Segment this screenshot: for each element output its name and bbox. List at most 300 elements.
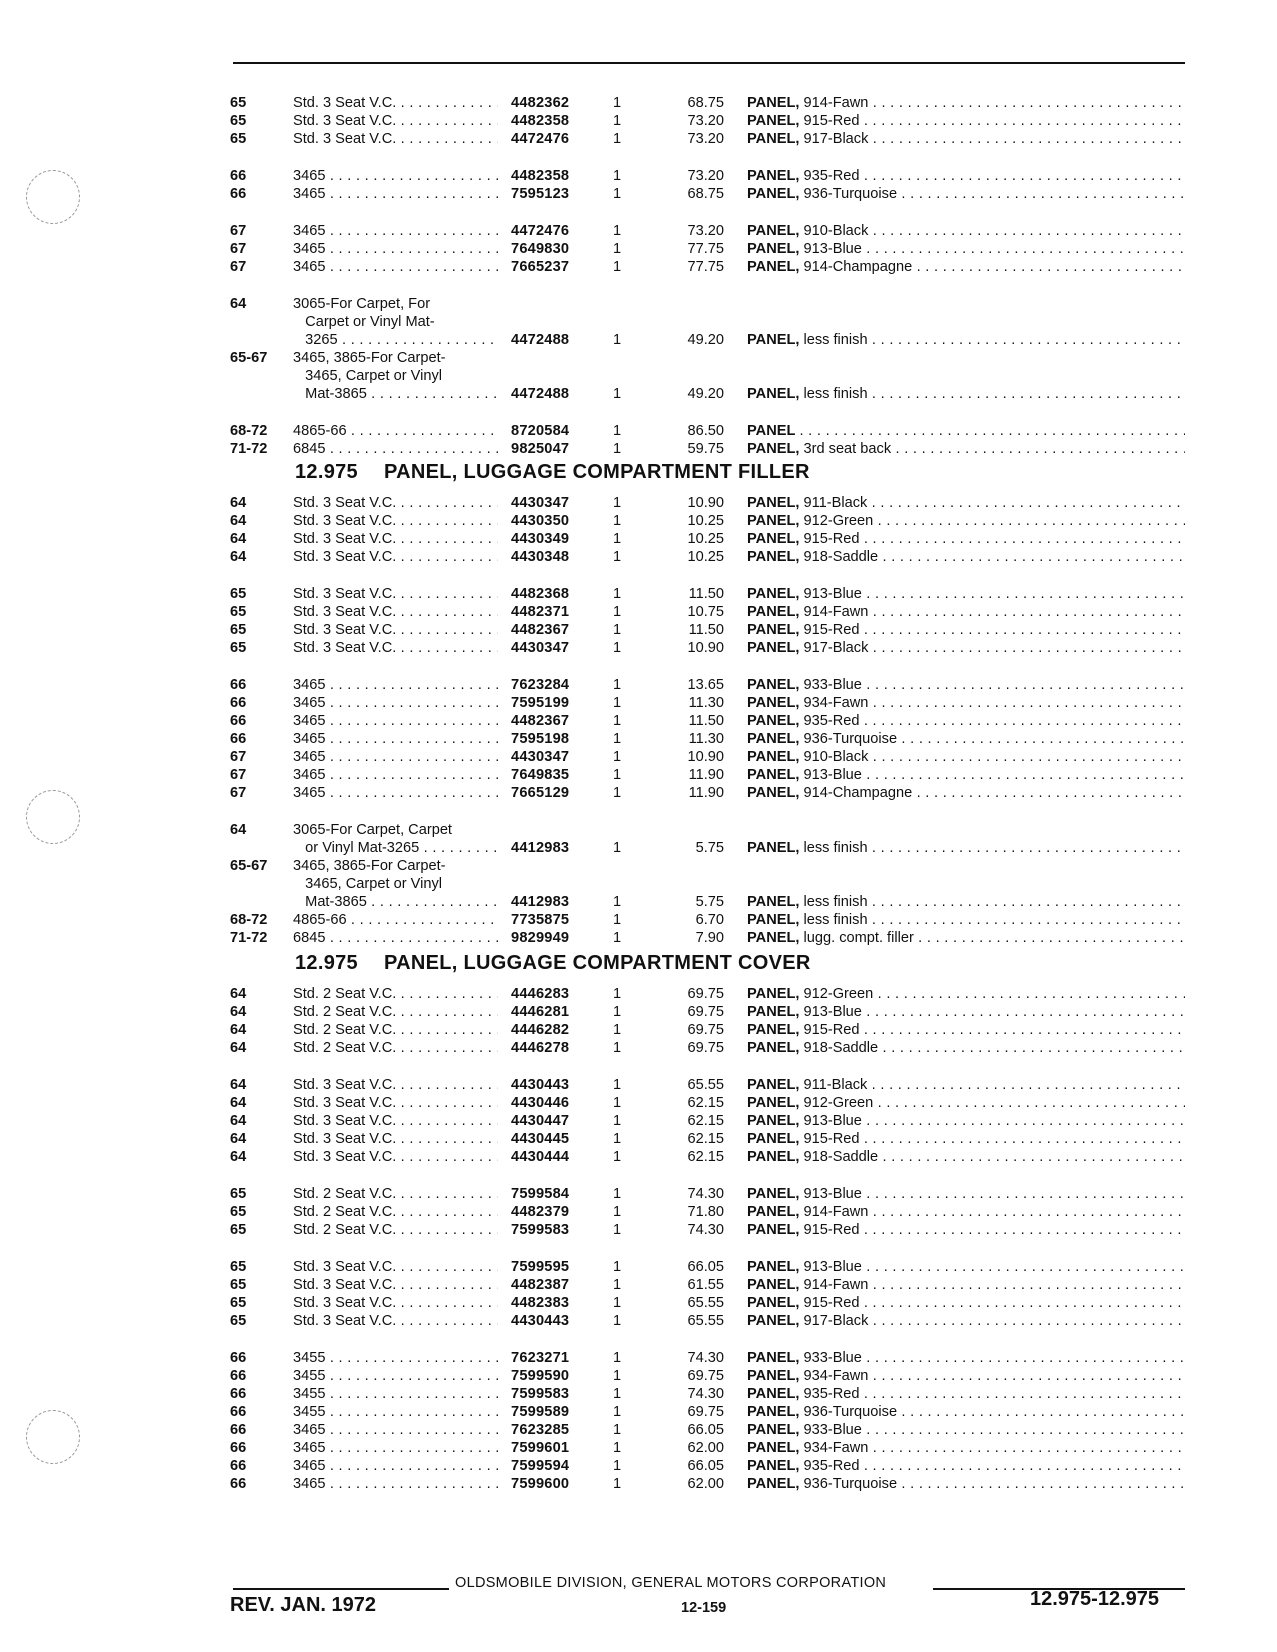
description-label: PANEL, bbox=[747, 731, 800, 747]
part-number-cell: 4430443 bbox=[511, 1313, 570, 1329]
quantity-cell: 1 bbox=[613, 1350, 622, 1366]
description-cell bbox=[747, 440, 1185, 459]
description-label: PANEL, bbox=[747, 1204, 800, 1220]
model-cell: 3465 . . . bbox=[293, 712, 498, 731]
year-cell: 66 bbox=[230, 1422, 247, 1438]
part-number-cell: 4482387 bbox=[511, 1277, 570, 1293]
quantity-cell: 1 bbox=[613, 1186, 622, 1202]
quantity-cell: 1 bbox=[613, 604, 622, 620]
part-number-cell: 4412983 bbox=[511, 840, 570, 856]
description-text: 935-Red bbox=[803, 713, 860, 729]
description-label: PANEL, bbox=[747, 1259, 800, 1275]
part-number-cell: 7595198 bbox=[511, 731, 570, 747]
price-cell: 10.90 bbox=[687, 640, 724, 656]
description-cell bbox=[747, 1076, 1185, 1095]
description-cell bbox=[747, 240, 1185, 259]
part-number-cell: 4430350 bbox=[511, 513, 570, 529]
quantity-cell: 1 bbox=[613, 1040, 622, 1056]
quantity-cell: 1 bbox=[613, 513, 622, 529]
description-label: PANEL, bbox=[747, 586, 800, 602]
part-number-cell: 9825047 bbox=[511, 441, 570, 457]
description-text: 913-Blue bbox=[803, 767, 862, 783]
description-label: PANEL bbox=[747, 423, 796, 439]
description-label: PANEL, bbox=[747, 1222, 800, 1238]
model-cell: 3455 . . . bbox=[293, 1403, 498, 1422]
price-cell: 71.80 bbox=[687, 1204, 724, 1220]
description-text: less finish bbox=[803, 332, 868, 348]
quantity-cell: 1 bbox=[613, 1422, 622, 1438]
description-label: PANEL, bbox=[747, 186, 800, 202]
price-cell: 68.75 bbox=[687, 95, 724, 111]
price-cell: 62.00 bbox=[687, 1440, 724, 1456]
description-label: PANEL, bbox=[747, 1022, 800, 1038]
description-text: 914-Fawn bbox=[803, 1204, 869, 1220]
description-label: PANEL, bbox=[747, 1149, 800, 1165]
price-cell: 73.20 bbox=[687, 223, 724, 239]
year-cell: 66 bbox=[230, 1386, 247, 1402]
description-cell bbox=[747, 1312, 1185, 1331]
quantity-cell: 1 bbox=[613, 622, 622, 638]
model-cell: Mat-3865 . . . bbox=[293, 893, 498, 912]
description-cell bbox=[747, 585, 1185, 604]
quantity-cell: 1 bbox=[613, 1458, 622, 1474]
description-text: 918-Saddle bbox=[803, 549, 879, 565]
description-cell bbox=[747, 258, 1185, 277]
binder-hole-top bbox=[26, 170, 80, 224]
description-cell bbox=[747, 1003, 1185, 1022]
quantity-cell: 1 bbox=[613, 1022, 622, 1038]
description-cell bbox=[747, 985, 1185, 1004]
price-cell: 66.05 bbox=[687, 1259, 724, 1275]
price-cell: 77.75 bbox=[687, 259, 724, 275]
part-number-cell: 9829949 bbox=[511, 930, 570, 946]
model-cell: Std. 3 Seat V.C. . . . bbox=[293, 1076, 498, 1095]
description-label: PANEL, bbox=[747, 749, 800, 765]
part-number-cell: 4482358 bbox=[511, 168, 570, 184]
part-number-cell: 4446278 bbox=[511, 1040, 570, 1056]
description-cell bbox=[747, 548, 1185, 567]
quantity-cell: 1 bbox=[613, 95, 622, 111]
quantity-cell: 1 bbox=[613, 1095, 622, 1111]
quantity-cell: 1 bbox=[613, 113, 622, 129]
model-cell: 3465 . . . bbox=[293, 748, 498, 767]
price-cell: 77.75 bbox=[687, 241, 724, 257]
part-number-cell: 4482358 bbox=[511, 113, 570, 129]
year-cell: 65 bbox=[230, 113, 247, 129]
year-cell: 68-72 bbox=[230, 912, 268, 928]
part-number-cell: 7595123 bbox=[511, 186, 570, 202]
model-cell: Std. 3 Seat V.C. . . . bbox=[293, 621, 498, 640]
year-cell: 64 bbox=[230, 1095, 247, 1111]
description-label: PANEL, bbox=[747, 1113, 800, 1129]
part-number-cell: 4446282 bbox=[511, 1022, 570, 1038]
description-text: 915-Red bbox=[803, 1295, 860, 1311]
part-number-cell: 4472488 bbox=[511, 332, 570, 348]
model-cell: Std. 3 Seat V.C. . . . bbox=[293, 1276, 498, 1295]
model-cell: Std. 2 Seat V.C. . . . bbox=[293, 1221, 498, 1240]
model-cell: Std. 3 Seat V.C. . . . bbox=[293, 1312, 498, 1331]
description-text: 915-Red bbox=[803, 1022, 860, 1038]
part-number-cell: 4430347 bbox=[511, 749, 570, 765]
price-cell: 74.30 bbox=[687, 1222, 724, 1238]
part-number-cell: 7599589 bbox=[511, 1404, 570, 1420]
price-cell: 7.90 bbox=[695, 930, 724, 946]
part-number-cell: 7599594 bbox=[511, 1458, 570, 1474]
quantity-cell: 1 bbox=[613, 713, 622, 729]
description-text: 913-Blue bbox=[803, 241, 862, 257]
description-label: PANEL, bbox=[747, 604, 800, 620]
part-number-cell: 4430349 bbox=[511, 531, 570, 547]
top-rule bbox=[233, 62, 1185, 64]
model-cell: Carpet or Vinyl Mat- bbox=[293, 314, 435, 330]
description-label: PANEL, bbox=[747, 1295, 800, 1311]
description-text: 917-Black bbox=[803, 1313, 869, 1329]
description-cell bbox=[747, 185, 1185, 204]
part-number-cell: 4482368 bbox=[511, 586, 570, 602]
section-title: PANEL, LUGGAGE COMPARTMENT COVER bbox=[383, 952, 811, 974]
part-number-cell: 4482367 bbox=[511, 713, 570, 729]
model-cell: Std. 3 Seat V.C. . . . bbox=[293, 1130, 498, 1149]
description-text: 936-Turquoise bbox=[803, 1404, 898, 1420]
description-label: PANEL, bbox=[747, 386, 800, 402]
part-number-cell: 4430446 bbox=[511, 1095, 570, 1111]
description-cell bbox=[747, 639, 1185, 658]
quantity-cell: 1 bbox=[613, 1386, 622, 1402]
model-cell: Std. 2 Seat V.C. . . . bbox=[293, 1039, 498, 1058]
model-cell: 3465 . . . bbox=[293, 1475, 498, 1494]
year-cell: 66 bbox=[230, 186, 247, 202]
year-cell: 66 bbox=[230, 695, 247, 711]
footer-revision: REV. JAN. 1972 bbox=[230, 1594, 377, 1616]
year-cell: 66 bbox=[230, 713, 247, 729]
part-number-cell: 4430347 bbox=[511, 640, 570, 656]
description-cell bbox=[747, 1367, 1185, 1386]
quantity-cell: 1 bbox=[613, 1222, 622, 1238]
description-cell bbox=[747, 676, 1185, 695]
price-cell: 5.75 bbox=[695, 840, 724, 856]
description-text: 3rd seat back bbox=[803, 441, 892, 457]
quantity-cell: 1 bbox=[613, 1077, 622, 1093]
quantity-cell: 1 bbox=[613, 586, 622, 602]
description-cell bbox=[747, 839, 1185, 858]
description-cell bbox=[747, 1112, 1185, 1131]
price-cell: 10.90 bbox=[687, 749, 724, 765]
section-heading bbox=[295, 460, 810, 484]
description-label: PANEL, bbox=[747, 531, 800, 547]
description-text: less finish bbox=[803, 912, 868, 928]
description-cell bbox=[747, 893, 1185, 912]
description-cell bbox=[747, 766, 1185, 785]
description-cell bbox=[747, 748, 1185, 767]
model-cell: 3465 . . . bbox=[293, 1439, 498, 1458]
description-cell bbox=[747, 331, 1185, 350]
year-cell: 65 bbox=[230, 1186, 247, 1202]
part-number-cell: 4472476 bbox=[511, 223, 570, 239]
price-cell: 86.50 bbox=[687, 423, 724, 439]
year-cell: 67 bbox=[230, 749, 247, 765]
price-cell: 13.65 bbox=[687, 677, 724, 693]
description-label: PANEL, bbox=[747, 1077, 800, 1093]
year-cell: 66 bbox=[230, 677, 247, 693]
quantity-cell: 1 bbox=[613, 1368, 622, 1384]
model-cell: 3465, 3865-For Carpet- bbox=[293, 350, 446, 366]
price-cell: 69.75 bbox=[687, 1004, 724, 1020]
model-cell: 3465, Carpet or Vinyl bbox=[293, 368, 442, 384]
year-cell: 71-72 bbox=[230, 441, 268, 457]
description-label: PANEL, bbox=[747, 1368, 800, 1384]
description-cell bbox=[747, 222, 1185, 241]
description-cell bbox=[747, 1276, 1185, 1295]
description-label: PANEL, bbox=[747, 695, 800, 711]
section-number: 12.975 bbox=[295, 461, 358, 483]
part-number-cell: 4430443 bbox=[511, 1077, 570, 1093]
quantity-cell: 1 bbox=[613, 1313, 622, 1329]
model-cell: 3455 . . . bbox=[293, 1367, 498, 1386]
part-number-cell: 7649830 bbox=[511, 241, 570, 257]
footer-rule-left bbox=[233, 1588, 449, 1590]
quantity-cell: 1 bbox=[613, 1440, 622, 1456]
price-cell: 66.05 bbox=[687, 1458, 724, 1474]
price-cell: 5.75 bbox=[695, 894, 724, 910]
quantity-cell: 1 bbox=[613, 1404, 622, 1420]
quantity-cell: 1 bbox=[613, 1004, 622, 1020]
quantity-cell: 1 bbox=[613, 1113, 622, 1129]
quantity-cell: 1 bbox=[613, 695, 622, 711]
model-cell: 3465, Carpet or Vinyl bbox=[293, 876, 442, 892]
description-label: PANEL, bbox=[747, 1350, 800, 1366]
model-cell: Std. 3 Seat V.C. . . . bbox=[293, 1148, 498, 1167]
quantity-cell: 1 bbox=[613, 241, 622, 257]
description-cell bbox=[747, 1148, 1185, 1167]
description-label: PANEL, bbox=[747, 894, 800, 910]
quantity-cell: 1 bbox=[613, 767, 622, 783]
description-cell bbox=[747, 730, 1185, 749]
description-cell bbox=[747, 1385, 1185, 1404]
year-cell: 65-67 bbox=[230, 858, 268, 874]
year-cell: 64 bbox=[230, 1077, 247, 1093]
year-cell: 64 bbox=[230, 822, 247, 838]
description-label: PANEL, bbox=[747, 1313, 800, 1329]
model-cell: 3465, 3865-For Carpet- bbox=[293, 858, 446, 874]
quantity-cell: 1 bbox=[613, 423, 622, 439]
description-cell bbox=[747, 1457, 1185, 1476]
description-cell bbox=[747, 1439, 1185, 1458]
model-cell: Std. 3 Seat V.C. . . . bbox=[293, 494, 498, 513]
model-cell: Std. 2 Seat V.C. . . . bbox=[293, 1003, 498, 1022]
description-text: 935-Red bbox=[803, 1458, 860, 1474]
description-text: 914-Champagne bbox=[803, 259, 913, 275]
model-cell: 3455 . . . bbox=[293, 1385, 498, 1404]
price-cell: 69.75 bbox=[687, 1368, 724, 1384]
description-label: PANEL, bbox=[747, 1404, 800, 1420]
model-cell: 3465 . . . bbox=[293, 694, 498, 713]
description-label: PANEL, bbox=[747, 513, 800, 529]
quantity-cell: 1 bbox=[613, 912, 622, 928]
quantity-cell: 1 bbox=[613, 386, 622, 402]
part-number-cell: 7623271 bbox=[511, 1350, 570, 1366]
year-cell: 67 bbox=[230, 259, 247, 275]
year-cell: 64 bbox=[230, 296, 247, 312]
binder-hole-middle bbox=[26, 790, 80, 844]
year-cell: 64 bbox=[230, 531, 247, 547]
price-cell: 73.20 bbox=[687, 168, 724, 184]
part-number-cell: 4446283 bbox=[511, 986, 570, 1002]
section-title: PANEL, LUGGAGE COMPARTMENT FILLER bbox=[383, 461, 810, 483]
quantity-cell: 1 bbox=[613, 1149, 622, 1165]
year-cell: 66 bbox=[230, 1404, 247, 1420]
year-cell: 67 bbox=[230, 785, 247, 801]
footer-section-range: 12.975-12.975 bbox=[1030, 1588, 1160, 1610]
description-cell bbox=[747, 911, 1185, 930]
quantity-cell: 1 bbox=[613, 986, 622, 1002]
part-number-cell: 4482367 bbox=[511, 622, 570, 638]
description-text: 913-Blue bbox=[803, 1259, 862, 1275]
quantity-cell: 1 bbox=[613, 785, 622, 801]
year-cell: 65 bbox=[230, 131, 247, 147]
model-cell: Std. 2 Seat V.C. . . . bbox=[293, 1203, 498, 1222]
description-cell bbox=[747, 494, 1185, 513]
price-cell: 11.50 bbox=[688, 713, 724, 729]
model-cell: 3465 . . . bbox=[293, 730, 498, 749]
part-number-cell: 4482379 bbox=[511, 1204, 570, 1220]
description-cell bbox=[747, 1475, 1185, 1494]
year-cell: 67 bbox=[230, 241, 247, 257]
model-cell: 6845 . . . bbox=[293, 929, 498, 948]
model-cell: 3465 . . . bbox=[293, 766, 498, 785]
model-cell: Mat-3865 . . . bbox=[293, 385, 498, 404]
description-label: PANEL, bbox=[747, 1095, 800, 1111]
price-cell: 74.30 bbox=[687, 1186, 724, 1202]
quantity-cell: 1 bbox=[613, 1295, 622, 1311]
model-cell: 4865-66 . . . bbox=[293, 422, 498, 441]
price-cell: 68.75 bbox=[687, 186, 724, 202]
model-cell: Std. 3 Seat V.C. . . . bbox=[293, 585, 498, 604]
description-label: PANEL, bbox=[747, 332, 800, 348]
year-cell: 66 bbox=[230, 1440, 247, 1456]
part-number-cell: 7735875 bbox=[511, 912, 570, 928]
part-number-cell: 7665129 bbox=[511, 785, 570, 801]
description-cell bbox=[747, 1021, 1185, 1040]
year-cell: 64 bbox=[230, 495, 247, 511]
price-cell: 11.90 bbox=[688, 767, 724, 783]
price-cell: 49.20 bbox=[687, 386, 724, 402]
year-cell: 64 bbox=[230, 1040, 247, 1056]
description-text: 913-Blue bbox=[803, 1004, 862, 1020]
model-cell: 3465 . . . bbox=[293, 784, 498, 803]
section-heading bbox=[295, 951, 811, 975]
part-number-cell: 7623285 bbox=[511, 1422, 570, 1438]
description-cell bbox=[747, 422, 1185, 441]
description-label: PANEL, bbox=[747, 495, 800, 511]
quantity-cell: 1 bbox=[613, 1277, 622, 1293]
part-number-cell: 4472476 bbox=[511, 131, 570, 147]
description-label: PANEL, bbox=[747, 677, 800, 693]
year-cell: 64 bbox=[230, 1004, 247, 1020]
description-text: 910-Black bbox=[803, 223, 869, 239]
description-text: 934-Fawn bbox=[803, 1368, 869, 1384]
part-number-cell: 7599583 bbox=[511, 1222, 570, 1238]
model-cell: 3455 . . . bbox=[293, 1349, 498, 1368]
description-cell bbox=[747, 1403, 1185, 1422]
description-cell bbox=[747, 1039, 1185, 1058]
year-cell: 65 bbox=[230, 1277, 247, 1293]
part-number-cell: 4482362 bbox=[511, 95, 570, 111]
quantity-cell: 1 bbox=[613, 186, 622, 202]
description-text: 911-Black bbox=[803, 495, 868, 511]
model-cell: 3465 . . . bbox=[293, 240, 498, 259]
year-cell: 64 bbox=[230, 549, 247, 565]
description-label: PANEL, bbox=[747, 767, 800, 783]
year-cell: 66 bbox=[230, 1368, 247, 1384]
price-cell: 66.05 bbox=[687, 1422, 724, 1438]
price-cell: 11.30 bbox=[688, 695, 724, 711]
description-label: PANEL, bbox=[747, 1476, 800, 1492]
description-text: 912-Green bbox=[803, 986, 874, 1002]
description-text: 914-Fawn bbox=[803, 1277, 869, 1293]
model-cell: Std. 3 Seat V.C. . . . bbox=[293, 548, 498, 567]
description-label: PANEL, bbox=[747, 1277, 800, 1293]
description-text: 918-Saddle bbox=[803, 1040, 879, 1056]
model-cell: Std. 3 Seat V.C. . . . bbox=[293, 1094, 498, 1113]
price-cell: 62.15 bbox=[687, 1095, 724, 1111]
description-cell bbox=[747, 1203, 1185, 1222]
price-cell: 65.55 bbox=[687, 1313, 724, 1329]
price-cell: 61.55 bbox=[687, 1277, 724, 1293]
description-text: 912-Green bbox=[803, 513, 874, 529]
quantity-cell: 1 bbox=[613, 894, 622, 910]
section-number: 12.975 bbox=[295, 952, 358, 974]
description-cell bbox=[747, 1185, 1185, 1204]
model-cell: Std. 3 Seat V.C. . . . bbox=[293, 1294, 498, 1313]
description-label: PANEL, bbox=[747, 840, 800, 856]
description-text: 910-Black bbox=[803, 749, 869, 765]
model-cell: 3465 . . . bbox=[293, 185, 498, 204]
part-number-cell: 7595199 bbox=[511, 695, 570, 711]
description-text: 913-Blue bbox=[803, 1186, 862, 1202]
part-number-cell: 7623284 bbox=[511, 677, 570, 693]
year-cell: 65 bbox=[230, 604, 247, 620]
description-label: PANEL, bbox=[747, 1422, 800, 1438]
quantity-cell: 1 bbox=[613, 749, 622, 765]
year-cell: 66 bbox=[230, 1350, 247, 1366]
model-cell: Std. 3 Seat V.C. . . . bbox=[293, 639, 498, 658]
description-label: PANEL, bbox=[747, 713, 800, 729]
binder-hole-bottom bbox=[26, 1410, 80, 1464]
description-label: PANEL, bbox=[747, 259, 800, 275]
description-label: PANEL, bbox=[747, 1040, 800, 1056]
description-cell bbox=[747, 530, 1185, 549]
price-cell: 11.30 bbox=[688, 731, 724, 747]
description-text: 936-Turquoise bbox=[803, 1476, 898, 1492]
price-cell: 65.55 bbox=[687, 1077, 724, 1093]
description-text: less finish bbox=[803, 894, 868, 910]
part-number-cell: 4430348 bbox=[511, 549, 570, 565]
model-cell: 4865-66 . . . bbox=[293, 911, 498, 930]
price-cell: 74.30 bbox=[687, 1350, 724, 1366]
quantity-cell: 1 bbox=[613, 840, 622, 856]
price-cell: 65.55 bbox=[687, 1295, 724, 1311]
description-text: 917-Black bbox=[803, 640, 869, 656]
description-label: PANEL, bbox=[747, 622, 800, 638]
part-number-cell: 4412983 bbox=[511, 894, 570, 910]
footer-page-number: 12-159 bbox=[681, 1600, 727, 1616]
price-cell: 69.75 bbox=[687, 986, 724, 1002]
description-cell bbox=[747, 94, 1185, 113]
price-cell: 62.15 bbox=[687, 1149, 724, 1165]
description-label: PANEL, bbox=[747, 241, 800, 257]
description-label: PANEL, bbox=[747, 1186, 800, 1202]
description-cell bbox=[747, 130, 1185, 149]
